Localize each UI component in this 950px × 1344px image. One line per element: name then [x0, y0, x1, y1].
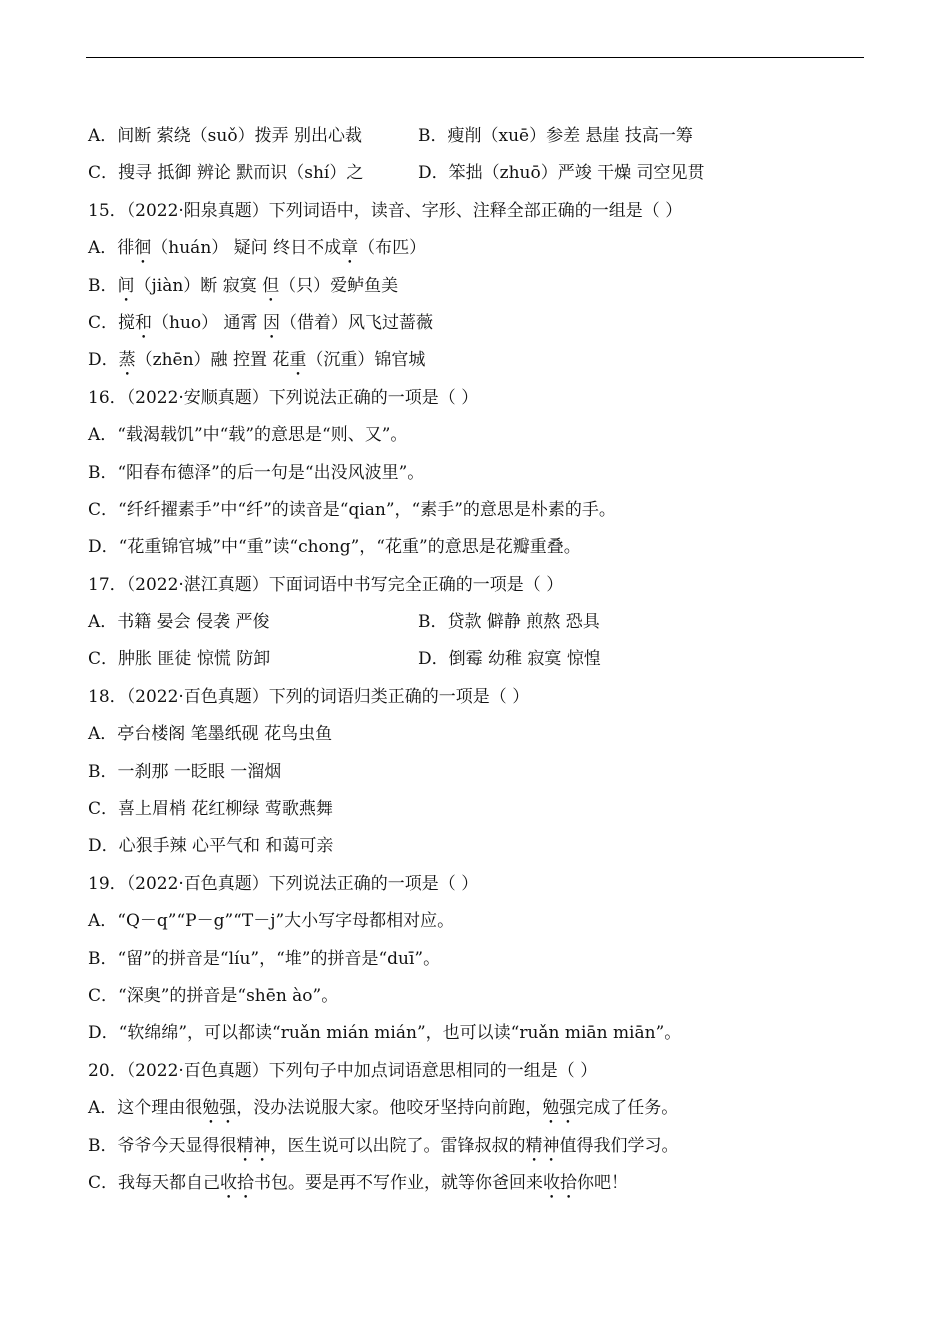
option-row — [88, 118, 878, 155]
question-16-stem: 16．（2022·安顺真题）下列说法正确的一项是（ ） — [88, 387, 479, 408]
question-20-stem: 20．（2022·百色真题）下列句子中加点词语意思相同的一组是（ ） — [88, 1060, 598, 1081]
question-15-stem: 15．（2022·阳泉真题）下列词语中，读音、字形、注释全部正确的一组是（ ） — [88, 200, 683, 221]
q16-option-c: C．“纤纤擢素手”中“纤”的读音是“qian”，“素手”的意思是朴素的手。 — [88, 499, 616, 520]
q17-option-b: B．贷款 僻静 煎熬 恐具 — [418, 612, 600, 633]
q19-option-d: D．“软绵绵”，可以都读“ruǎn mián mián”，也可以读“ruǎn miān miān”。 — [88, 1023, 682, 1044]
q19-option-c: C．“深奥”的拼音是“shēn ào”。 — [88, 985, 339, 1006]
question-18-stem: 18．（2022·百色真题）下列的词语归类正确的一项是（ ） — [88, 686, 530, 707]
question-17-stem: 17．（2022·湛江真题）下面词语中书写完全正确的一项是（ ） — [88, 574, 564, 595]
q17-option-a: A．书籍 晏会 侵袭 严俊 — [88, 612, 270, 633]
q19-option-a: A．“Q－q”“P－g”“T－j”大小写字母都相对应。 — [88, 911, 455, 932]
q17-option-row — [88, 604, 878, 641]
q18-option-c: C．喜上眉梢 花红柳绿 莺歌燕舞 — [88, 799, 333, 820]
q17-option-d: D．倒霉 幼稚 寂寞 惊惶 — [418, 649, 601, 670]
q20-option-a: A．这个理由很勉强，没办法说服大家。他咬牙坚持向前跑，勉强完成了任务。 — [88, 1098, 679, 1119]
q15-option-a: A．徘徊（huán） 疑问 终日不成章（布匹） — [88, 238, 427, 259]
q20-option-c: C．我每天都自己收拾书包。要是再不写作业，就等你爸回来收拾你吧！ — [88, 1172, 629, 1193]
option-b: B．瘦削（xuē）参差 悬崖 技高一筹 — [418, 126, 693, 146]
q15-option-b: B．间（jiàn）断 寂寞 但（只）爱鲈鱼美 — [88, 275, 399, 296]
q16-option-d: D．“花重锦官城”中“重”读“chong”，“花重”的意思是花瓣重叠。 — [88, 537, 581, 558]
question-19-stem: 19．（2022·百色真题）下列说法正确的一项是（ ） — [88, 873, 479, 894]
q18-option-b: B．一刹那 一眨眼 一溜烟 — [88, 761, 282, 782]
q16-option-a: A．“载渴载饥”中“载”的意思是“则、又”。 — [88, 425, 408, 446]
q17-option-c: C．肿胀 匪徒 惊慌 防卸 — [88, 649, 271, 670]
q16-option-b: B．“阳春布德泽”的后一句是“出没风波里”。 — [88, 462, 425, 483]
q17-option-row — [88, 641, 878, 678]
header-divider — [86, 57, 864, 58]
q18-option-a: A．亭台楼阁 笔墨纸砚 花鸟虫鱼 — [88, 724, 333, 745]
q18-option-d: D．心狠手辣 心平气和 和蔼可亲 — [88, 836, 334, 857]
q20-option-b: B．爷爷今天显得很精神，医生说可以出院了。雷锋叔叔的精神值得我们学习。 — [88, 1135, 679, 1156]
q15-option-d: D．蒸（zhēn）融 控置 花重（沉重）锦官城 — [88, 350, 426, 371]
option-d: D．笨拙（zhuō）严竣 干燥 司空见贯 — [418, 163, 705, 184]
option-c: C．搜寻 抵御 辨论 默而识（shí）之 — [88, 163, 364, 184]
q19-option-b: B．“留”的拼音是“líu”，“堆”的拼音是“duī”。 — [88, 948, 441, 969]
q15-option-c: C．搅和（huo） 通霄 因（借着）风飞过蔷薇 — [88, 312, 433, 333]
option-a: A．间断 萦绕（suǒ）拨弄 别出心裁 — [88, 126, 362, 146]
question-list — [88, 118, 878, 1202]
option-row — [88, 155, 878, 192]
